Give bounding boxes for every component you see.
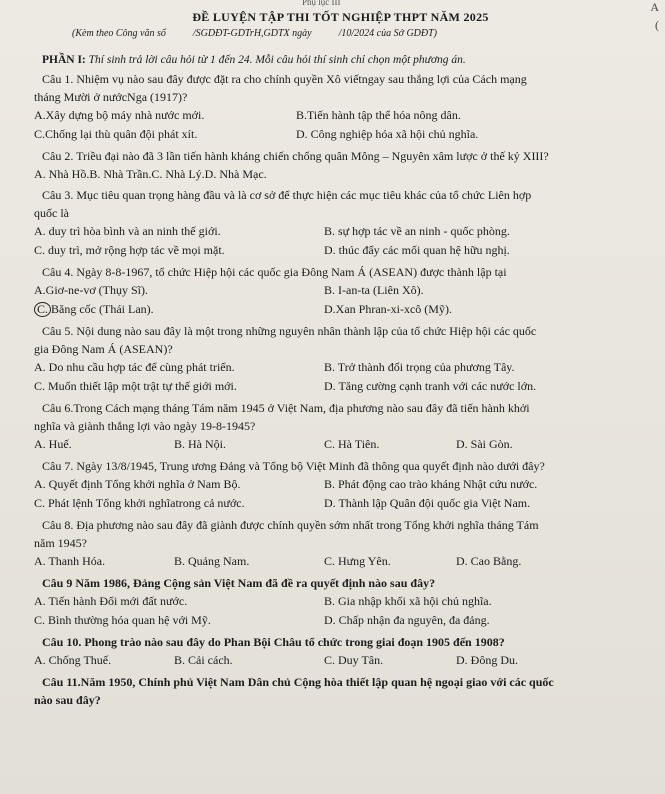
- option-d: D. Đông Du.: [456, 653, 518, 667]
- question-stem: Câu 5. Nội dung nào sau đây là một trong những nguyên nhân thành lập của tổ chức Hiệp hội các quốc: [42, 324, 537, 338]
- option-a: A. Chống Thuế.: [34, 653, 112, 667]
- option-c: C. Phát lệnh Tổng khởi nghĩatrong cả nước.: [34, 496, 245, 510]
- question-stem-cont: năm 1945?: [34, 536, 87, 550]
- option-b: B. Phát động cao trào kháng Nhật cứu nước.: [324, 477, 538, 491]
- option-d: D. Công nghiệp hóa xã hội chủ nghĩa.: [296, 127, 479, 141]
- subtitle-part-a: (Kèm theo Công văn số: [72, 28, 166, 39]
- option-b: B. sự hợp tác về an ninh - quốc phòng.: [324, 224, 510, 238]
- option-d: D. Tăng cường cạnh tranh với các nước lớn.: [324, 379, 537, 393]
- question-4: [34, 263, 647, 319]
- edge-mark-top: A: [650, 0, 659, 14]
- question-stem: Câu 6.Trong Cách mạng tháng Tám năm 1945 ở Việt Nam, địa phương nào sau đây đã tiến hành khởi: [42, 401, 530, 415]
- option-a: A. Do nhu cầu hợp tác để cùng phát triển.: [34, 360, 235, 374]
- question-stem: Câu 1. Nhiệm vụ nào sau đây được đặt ra cho chính quyền Xô viếtngay sau thắng lợi của Cách mạng: [42, 72, 527, 86]
- question-stem-cont: nghĩa và giành thắng lợi vào ngày 19-8-1945?: [34, 419, 256, 433]
- option-c: C. Hà Tiên.: [324, 437, 380, 451]
- exam-title: ĐỀ LUYỆN TẬP THI TỐT NGHIỆP THPT NĂM 2025: [192, 10, 489, 24]
- question-stem: Câu 9 Năm 1986, Đảng Cộng sản Việt Nam đã đề ra quyết định nào sau đây?: [42, 576, 436, 590]
- question-stem: Câu 2. Triều đại nào đã 3 lần tiến hành kháng chiến chống quân Mông – Nguyên xâm lược ở thế kỷ XIII?: [42, 149, 549, 163]
- question-11: [34, 673, 647, 709]
- option-c: C.Chống lại thù quân đội phát xít.: [34, 127, 198, 141]
- question-2: [34, 147, 647, 183]
- option-d: D. Thành lập Quân đội quốc gia Việt Nam.: [324, 496, 531, 510]
- question-stem-cont: nào sau đây?: [34, 693, 101, 707]
- subtitle-part-b: /SGDĐT-GDTrH,GDTX ngày: [192, 28, 312, 39]
- option-b: B. I-an-ta (Liên Xô).: [324, 283, 424, 297]
- option-c: C. Duy Tân.: [324, 653, 384, 667]
- question-6: [34, 399, 647, 454]
- option-c: C. Bình thường hóa quan hệ với Mỹ.: [34, 613, 211, 627]
- option-b: B. Quảng Nam.: [174, 554, 250, 568]
- header-scrap: Phụ lục III: [302, 0, 341, 7]
- question-stem: Câu 10. Phong trào nào sau đây do Phan Bội Châu tổ chức trong giai đoạn 1905 đến 1908?: [42, 635, 505, 649]
- option-d: D. Sài Gòn.: [456, 437, 513, 451]
- option-a: A. Thanh Hóa.: [34, 554, 106, 568]
- question-9: [34, 574, 647, 630]
- option-d: D. Chấp nhận đa nguyên, đa đảng.: [324, 613, 490, 627]
- option-b: B. Trở thành đối trọng của phương Tây.: [324, 360, 515, 374]
- question-stem: Câu 11.Năm 1950, Chính phủ Việt Nam Dân chủ Cộng hòa thiết lập quan hệ ngoại giao với các quốc: [42, 675, 554, 689]
- question-stem: Câu 4. Ngày 8-8-1967, tổ chức Hiệp hội các quốc gia Đông Nam Á (ASEAN) được thành lập tại: [42, 265, 507, 279]
- option-b: B.Tiến hành tập thể hóa nông dân.: [296, 108, 461, 122]
- option-a: A.Giơ-ne-vơ (Thụy Sĩ).: [34, 283, 149, 297]
- option-a: A. Tiến hành Đổi mới đất nước.: [34, 594, 188, 608]
- option-c: Băng cốc (Thái Lan).: [51, 302, 154, 316]
- option-a: A.Xây dựng bộ máy nhà nước mới.: [34, 108, 205, 122]
- part-heading: [42, 54, 647, 66]
- selected-option-c: C.: [34, 302, 51, 317]
- question-3: [34, 186, 647, 260]
- question-stem: Câu 8. Địa phương nào sau đây đã giành được chính quyền sớm nhất trong Tổng khởi nghĩa tháng Tám: [42, 518, 539, 532]
- question-stem-cont: gia Đông Nam Á (ASEAN)?: [34, 342, 173, 356]
- option-c: C. Hưng Yên.: [324, 554, 391, 568]
- option-d: D.Xan Phran-xi-xcô (Mỹ).: [324, 302, 452, 316]
- exam-subtitle: [72, 28, 647, 39]
- option-a: A. duy trì hòa bình và an ninh thế giới.: [34, 224, 221, 238]
- option-c: C. duy trì, mở rộng hợp tác về mọi mặt.: [34, 243, 225, 257]
- option-d: D. Cao Bằng.: [456, 554, 522, 568]
- question-10: [34, 633, 647, 670]
- question-5: [34, 322, 647, 396]
- option-a: A. Huế.: [34, 437, 72, 451]
- part-instruction: Thí sinh trả lời câu hỏi từ 1 đến 24. Mỗi câu hỏi thí sinh chỉ chọn một phương án.: [88, 54, 466, 66]
- subtitle-part-c: /10/2024 của Sở GDĐT): [338, 28, 437, 39]
- option-b: B. Cải cách.: [174, 653, 233, 667]
- option-b: B. Hà Nội.: [174, 437, 226, 451]
- question-1: [34, 70, 647, 144]
- option-b: B. Gia nhập khối xã hội chủ nghĩa.: [324, 594, 492, 608]
- question-stem-cont: tháng Mười ở nướcNga (1917)?: [34, 90, 188, 104]
- option-d: D. thúc đẩy các mối quan hệ hữu nghị.: [324, 243, 510, 257]
- question-8: [34, 516, 647, 571]
- part-label: PHẦN I:: [42, 54, 86, 66]
- edge-mark: (: [655, 18, 659, 32]
- question-stem: Câu 3. Mục tiêu quan trọng hàng đầu và là cơ sở để thực hiện các mục tiêu khác của tổ chức Liên hợp: [42, 188, 532, 202]
- question-stem: Câu 7. Ngày 13/8/1945, Trung ương Đảng và Tổng bộ Việt Minh đã thông qua quyết định nào dưới đây?: [42, 459, 545, 473]
- option-a: A. Quyết định Tổng khởi nghĩa ở Nam Bộ.: [34, 477, 241, 491]
- question-stem-cont: quốc là: [34, 206, 69, 220]
- question-7: [34, 457, 647, 513]
- option-c: C. Muốn thiết lập một trật tự thế giới mới.: [34, 379, 237, 393]
- question-options: A. Nhà Hồ.B. Nhà Trần.C. Nhà Lý.D. Nhà Mạc.: [34, 167, 267, 181]
